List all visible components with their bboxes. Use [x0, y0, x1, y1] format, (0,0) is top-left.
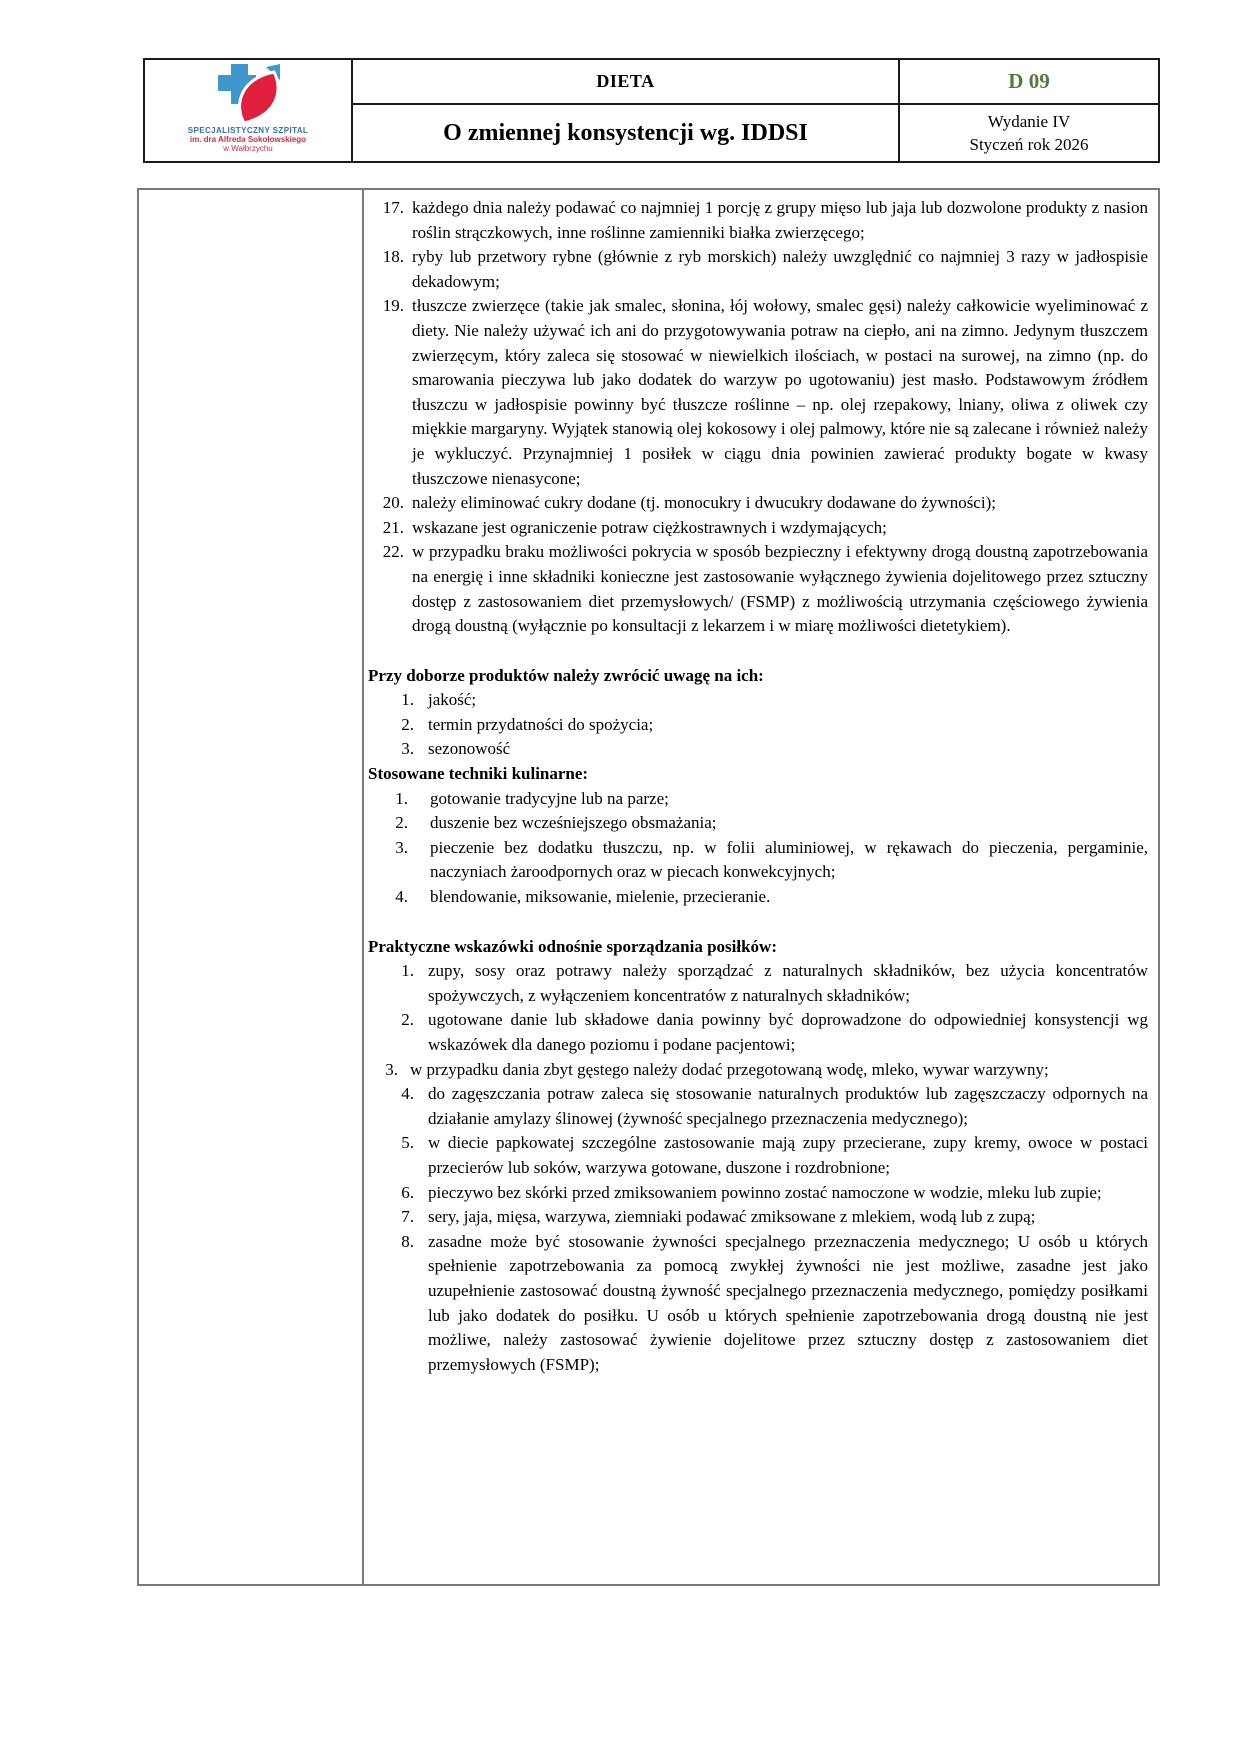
list-item-text: gotowanie tradycyjne lub na parze;: [430, 788, 669, 808]
list-item-text: sezonowość: [428, 739, 511, 759]
list-item-number: 1.: [401, 690, 414, 710]
hospital-logo-icon: [198, 63, 298, 125]
body-table: [137, 188, 1160, 1586]
spacer: [368, 910, 1148, 935]
list-item-number: 5.: [401, 1133, 414, 1153]
logo-text: [188, 126, 308, 153]
hospital-logo: [145, 60, 351, 161]
list-item-number: 6.: [401, 1182, 414, 1202]
technique-item-4: [384, 885, 1148, 910]
list-item-19: [368, 294, 1148, 491]
list-item-number: 3.: [401, 739, 414, 759]
list-item-text: tłuszcze zwierzęce (takie jak smalec, słonina, łój wołowy, smalec gęsi) należy całkowicie wyeliminować z diety. Nie należy używać ich ani do przygotowywania potraw na ciepło, ani na zimno. Jedynym tłuszczem zwierzęcym, który zaleca się stosować w niewielkich ilościach, w postaci na surowej, na zimno (np. do smarowania pieczywa lub jako dodatek do warzyw po ugotowaniu) jest masło. Podstawowym źródłem tłuszczu w jadłospisie powinny być tłuszcze roślinne – np. olej rzepakowy, lniany, oliwa z oliwek czy miękkie margaryny. Wyjątek stanowią olej kokosowy i olej palmowy, które nie są zalecane i również należy je wykluczyć. Przynajmniej 1 posiłek w ciągu dnia powinien zawierać produkty bogate w kwasy tłuszczowe nienasycone;: [412, 296, 1148, 488]
table-left-column-empty: [139, 190, 364, 1584]
logo-text-line2: im. dra Alfreda Sokołowskiego: [189, 135, 307, 144]
list-item-17: [368, 196, 1148, 245]
list-item-text: blendowanie, miksowanie, mielenie, przecieranie.: [430, 887, 771, 907]
list-item-number: 19.: [382, 296, 404, 316]
list-item-number: 1.: [401, 961, 414, 981]
list-item-text: jakość;: [428, 690, 477, 710]
product-criteria-item-3: [392, 737, 1148, 762]
logo-text-line1: SPECJALISTYCZNY SZPITAL: [187, 126, 309, 135]
section-heading-culinary-techniques: Stosowane techniki kulinarne:: [368, 764, 589, 784]
list-item-text: w przypadku dania zbyt gęstego należy dodać przegotowaną wodę, mleko, wywar warzywny;: [410, 1059, 1049, 1079]
practical-item-2: [392, 1008, 1148, 1057]
list-item-number: 3.: [395, 837, 408, 857]
list-item-number: 1.: [395, 788, 408, 808]
document-title: O zmiennej konsystencji wg. IDDSI: [351, 105, 898, 161]
practical-item-5: [392, 1131, 1148, 1180]
header-table: [143, 58, 1160, 163]
list-item-21: [368, 516, 1148, 541]
product-criteria-item-1: [392, 688, 1148, 713]
list-item-text: zasadne może być stosowanie żywności specjalnego przeznaczenia medycznego; U osób u których spełnienie zapotrzebowania za pomocą zwykłej żywności nie jest możliwe, zasadne jest jako uzupełnienie zastosować doustną żywność specjalnego przeznaczenia medycznego, pomiędzy posiłkami lub jako dodatek do posiłku. U osób u których spełnienie zapotrzebowania drogą doustną nie jest możliwe, należy zastosować żywienie dojelitowe przez sztuczny dostęp z zastosowaniem diet przemysłowych (FSMP);: [428, 1231, 1148, 1374]
practical-item-7: [392, 1205, 1148, 1230]
product-criteria-item-2: [392, 713, 1148, 738]
list-item-number: 8.: [401, 1231, 414, 1251]
table-content-column: [364, 190, 1158, 1584]
list-item-number: 21.: [382, 517, 404, 537]
list-item-number: 2.: [395, 813, 408, 833]
technique-item-2: [384, 811, 1148, 836]
list-item-text: każdego dnia należy podawać co najmniej 1 porcję z grupy mięso lub jaja lub dozwolone produkty z nasion roślin strączkowych, inne roślinne zamienniki białka zwierzęcego;: [412, 198, 1148, 242]
list-item-18: [368, 245, 1148, 294]
practical-item-8: [392, 1230, 1148, 1378]
list-item-text: należy eliminować cukry dodane (tj. monocukry i dwucukry dodawane do żywności);: [412, 493, 996, 513]
list-item-text: w przypadku braku możliwości pokrycia w sposób bezpieczny i efektywny drogą doustną zapotrzebowania na energię i inne składniki konieczne jest zastosowanie wyłącznego żywienia dojelitowego przez sztuczny dostęp z zastosowaniem diet przemysłowych/ (FSMP) z możliwością utrzymania częściowego żywienia drogą doustną (wyłącznie po konsultacji z lekarzem i w miarę możliwości dietetykiem).: [412, 542, 1148, 636]
list-item-text: termin przydatności do spożycia;: [428, 714, 654, 734]
edition-line1: Wydanie IV: [987, 112, 1071, 131]
technique-item-1: [384, 787, 1148, 812]
logo-text-line3: w Wałbrzychu: [223, 144, 273, 153]
category-label: DIETA: [351, 60, 898, 105]
section-heading-practical-tips: Praktyczne wskazówki odnośnie sporządzania posiłków:: [368, 936, 777, 956]
document-code: D 09: [898, 60, 1158, 105]
list-item-text: duszenie bez wcześniejszego obsmażania;: [430, 813, 717, 833]
list-item-number: 18.: [382, 247, 404, 267]
list-item-text: ryby lub przetwory rybne (głównie z ryb morskich) należy uwzględnić co najmniej 3 razy w jadłospisie dekadowym;: [412, 247, 1148, 291]
edition-info: [898, 105, 1158, 161]
list-item-number: 17.: [382, 198, 404, 217]
list-item-number: 2.: [401, 1010, 414, 1030]
list-item-20: [368, 491, 1148, 516]
list-item-number: 3.: [385, 1059, 398, 1079]
list-item-number: 4.: [401, 1084, 414, 1104]
list-item-text: ugotowane danie lub składowe dania powinny być doprowadzone do odpowiedniej konsystencji wg wskazówek dla danego poziomu i podane pacjentowi;: [428, 1010, 1148, 1054]
list-item-number: 20.: [382, 493, 404, 513]
list-item-text: do zagęszczania potraw zaleca się stosowanie naturalnych produktów lub zagęszczaczy odpornych na działanie amylazy ślinowej (żywność specjalnego przeznaczenia medycznego);: [428, 1084, 1148, 1128]
list-item-number: 22.: [382, 542, 404, 562]
list-item-text: pieczywo bez skórki przed zmiksowaniem powinno zostać namoczone w wodzie, mleku lub zupie;: [428, 1182, 1102, 1202]
practical-item-1: [392, 959, 1148, 1008]
practical-item-6: [392, 1181, 1148, 1206]
list-item-number: 7.: [401, 1207, 414, 1227]
practical-item-3: [376, 1058, 1148, 1083]
list-item-text: wskazane jest ograniczenie potraw ciężkostrawnych i wzdymających;: [412, 517, 887, 537]
list-item-number: 4.: [395, 887, 408, 907]
edition-line2: Styczeń rok 2026: [969, 135, 1089, 154]
section-heading-product-selection: Przy doborze produktów należy zwrócić uwagę na ich:: [368, 665, 764, 685]
list-item-text: w diecie papkowatej szczególne zastosowanie mają zupy przecierane, zupy kremy, owoce w postaci przecierów lub soków, warzywa gotowane, duszone i rozdrobnione;: [428, 1133, 1148, 1177]
list-item-text: zupy, sosy oraz potrawy należy sporządzać z naturalnych składników, bez użycia koncentratów spożywczych, z wyłączeniem koncentratów z naturalnych składników;: [428, 961, 1148, 1005]
list-item-text: sery, jaja, mięsa, warzywa, ziemniaki podawać zmiksowane z mlekiem, wodą lub z zupą;: [428, 1207, 1036, 1227]
spacer: [368, 639, 1148, 664]
practical-item-4: [392, 1082, 1148, 1131]
list-item-number: 2.: [401, 714, 414, 734]
list-item-text: pieczenie bez dodatku tłuszczu, np. w folii aluminiowej, w rękawach do pieczenia, pergaminie, naczyniach żaroodpornych oraz w piecach konwekcyjnych;: [430, 837, 1148, 882]
list-item-22: [368, 540, 1148, 638]
technique-item-3: [384, 836, 1148, 885]
